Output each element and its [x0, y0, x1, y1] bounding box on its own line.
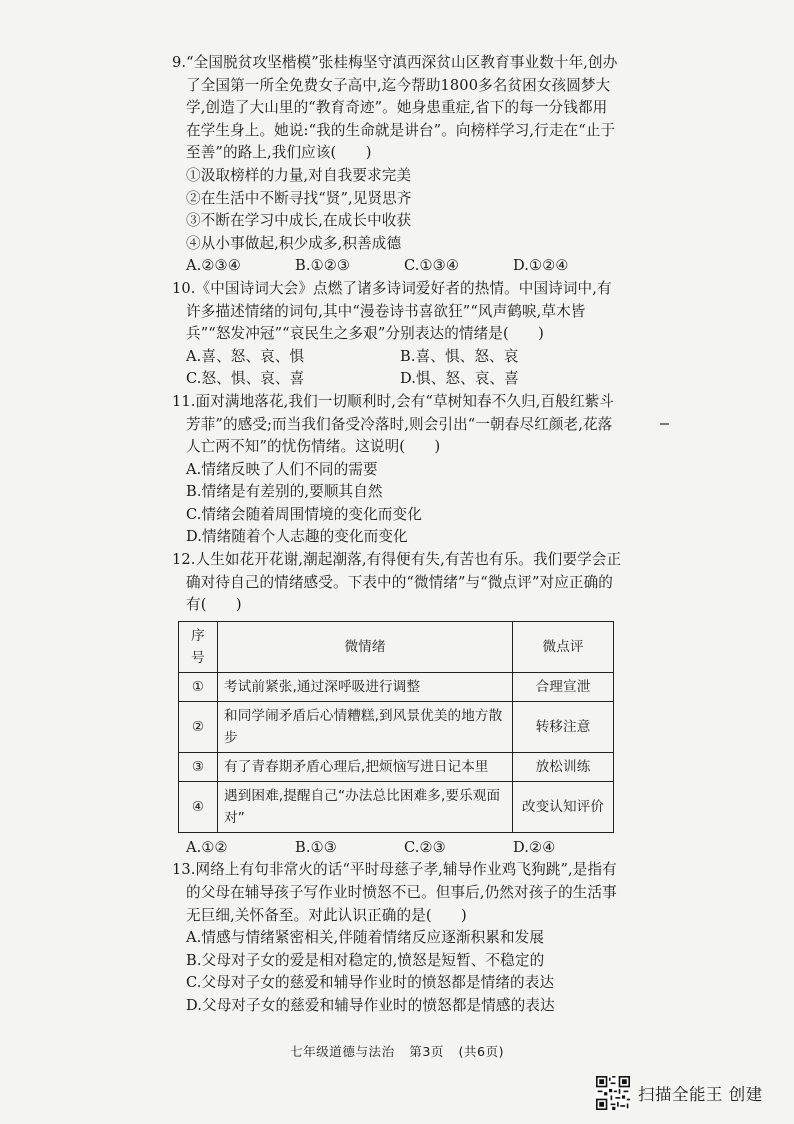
option-a: A.情感与情绪紧密相关,伴随着情绪反应逐渐积累和发展	[186, 929, 545, 947]
question-10	[172, 278, 622, 391]
row-number: ③	[179, 752, 218, 781]
option-d: D.惧、怒、哀、喜	[400, 370, 519, 388]
scan-speck	[660, 423, 669, 425]
row-emotion: 考试前紧张,通过深呼吸进行调整	[218, 672, 513, 701]
emotion-table	[178, 621, 614, 833]
table-row	[179, 701, 614, 752]
option-b: B.喜、惧、怒、哀	[400, 347, 519, 365]
question-stem: 12.人生如花开花谢,潮起潮落,有得便有失,有苦也有乐。我们要学会正确对待自己的情绪感受。下表中的“微情绪”与“微点评”对应正确的有( )	[172, 551, 622, 614]
question-9	[172, 52, 622, 278]
qr-code-icon	[596, 1076, 630, 1110]
table-header-row	[179, 621, 614, 672]
question-list	[172, 52, 622, 1018]
row-emotion: 有了青春期矛盾心理后,把烦恼写进日记本里	[218, 752, 513, 781]
page-footer	[0, 1041, 794, 1060]
option-grid	[172, 346, 622, 391]
option-b: B.情绪是有差别的,要顺其自然	[186, 483, 383, 501]
option-c: C.情绪会随着周围情境的变化而变化	[186, 505, 422, 523]
option-c: C.怒、惧、哀、喜	[186, 370, 305, 388]
table-row	[179, 672, 614, 701]
option-c: C.②③	[404, 838, 446, 856]
footer-subject: 七年级道德与法治	[289, 1044, 395, 1059]
header-emotion: 微情绪	[218, 621, 513, 672]
table-row	[179, 781, 614, 832]
option-b: B.①②③	[295, 257, 351, 275]
option-d: D.情绪随着个人志趣的变化而变化	[186, 528, 408, 546]
row-emotion: 和同学闹矛盾后心情糟糕,到风景优美的地方散步	[218, 701, 513, 752]
option-c: C.①③④	[404, 257, 460, 275]
option-a: A.①②	[186, 838, 228, 856]
question-11	[172, 391, 622, 549]
option-d: D.②④	[513, 838, 556, 856]
row-comment: 改变认知评价	[513, 781, 614, 832]
statement-item: ②在生活中不断寻找“贤”,见贤思齐	[186, 189, 412, 207]
statement-item: ①汲取榜样的力量,对自我要求完美	[186, 166, 412, 184]
row-number: ②	[179, 701, 218, 752]
row-comment: 放松训练	[513, 752, 614, 781]
option-c: C.父母对子女的慈爱和辅导作业时的愤怒都是情绪的表达	[186, 974, 555, 992]
option-a: A.喜、怒、哀、惧	[186, 347, 305, 365]
table-row	[179, 752, 614, 781]
option-b: B.①③	[295, 838, 337, 856]
question-stem: 11.面对满地落花,我们一切顺利时,会有“草树知春不久归,百般红紫斗芳菲”的感受;而当我们备受冷落时,则会引出“一朝春尽红颜老,花落人亡两不知”的忧伤情绪。这说明( )	[172, 392, 615, 456]
option-row	[172, 837, 622, 860]
option-a: A.②③④	[186, 257, 241, 275]
row-comment: 合理宣泄	[513, 672, 614, 701]
question-stem: 9.“全国脱贫攻坚楷模”张桂梅坚守滇西深贫山区教育事业数十年,创办了全国第一所全免费女子高中,迄今帮助1800多名贫困女孩圆梦大学,创造了大山里的“教育奇迹”。她身患重症,省下的每一分钱都用在学生身上。她说:“我的生命就是讲台”。向榜样学习,行走在“止于至善”的路上,我们应该( )	[172, 54, 618, 162]
statement-item: ③不断在学习中成长,在成长中收获	[186, 212, 412, 230]
scanner-watermark	[596, 1075, 763, 1111]
row-number: ①	[179, 672, 218, 701]
row-number: ④	[179, 781, 218, 832]
question-12	[172, 549, 622, 859]
header-comment: 微点评	[513, 621, 614, 672]
question-stem: 13.网络上有句非常火的话“平时母慈子孝,辅导作业鸡飞狗跳”,是指有的父母在辅导孩子写作业时愤怒不已。但事后,仍然对孩子的生活事无巨细,关怀备至。对此认识正确的是( )	[172, 861, 617, 924]
question-13	[172, 859, 622, 1017]
footer-page-number: 第3页	[409, 1044, 444, 1059]
header-number: 序号	[179, 621, 218, 672]
row-comment: 转移注意	[513, 701, 614, 752]
option-row	[172, 255, 622, 278]
option-b: B.父母对子女的爱是相对稳定的,愤怒是短暂、不稳定的	[186, 951, 545, 969]
option-d: D.①②④	[513, 257, 569, 275]
row-emotion: 遇到困难,提醒自己“办法总比困难多,要乐观面对”	[218, 781, 513, 832]
footer-total-pages: (共6页)	[458, 1044, 504, 1059]
option-d: D.父母对子女的慈爱和辅导作业时的愤怒都是情感的表达	[186, 997, 555, 1014]
question-stem: 10.《中国诗词大会》点燃了诸多诗词爱好者的热情。中国诗词中,有许多描述情绪的词句,其中“漫卷诗书喜欲狂”“风声鹤唳,草木皆兵”“怒发冲冠”“哀民生之多艰”分别表达的情绪是( )	[172, 279, 612, 343]
statement-item: ④从小事做起,积少成多,积善成德	[186, 234, 402, 252]
option-a: A.情绪反映了人们不同的需要	[186, 460, 378, 478]
watermark-text: 扫描全能王 创建	[638, 1085, 763, 1104]
